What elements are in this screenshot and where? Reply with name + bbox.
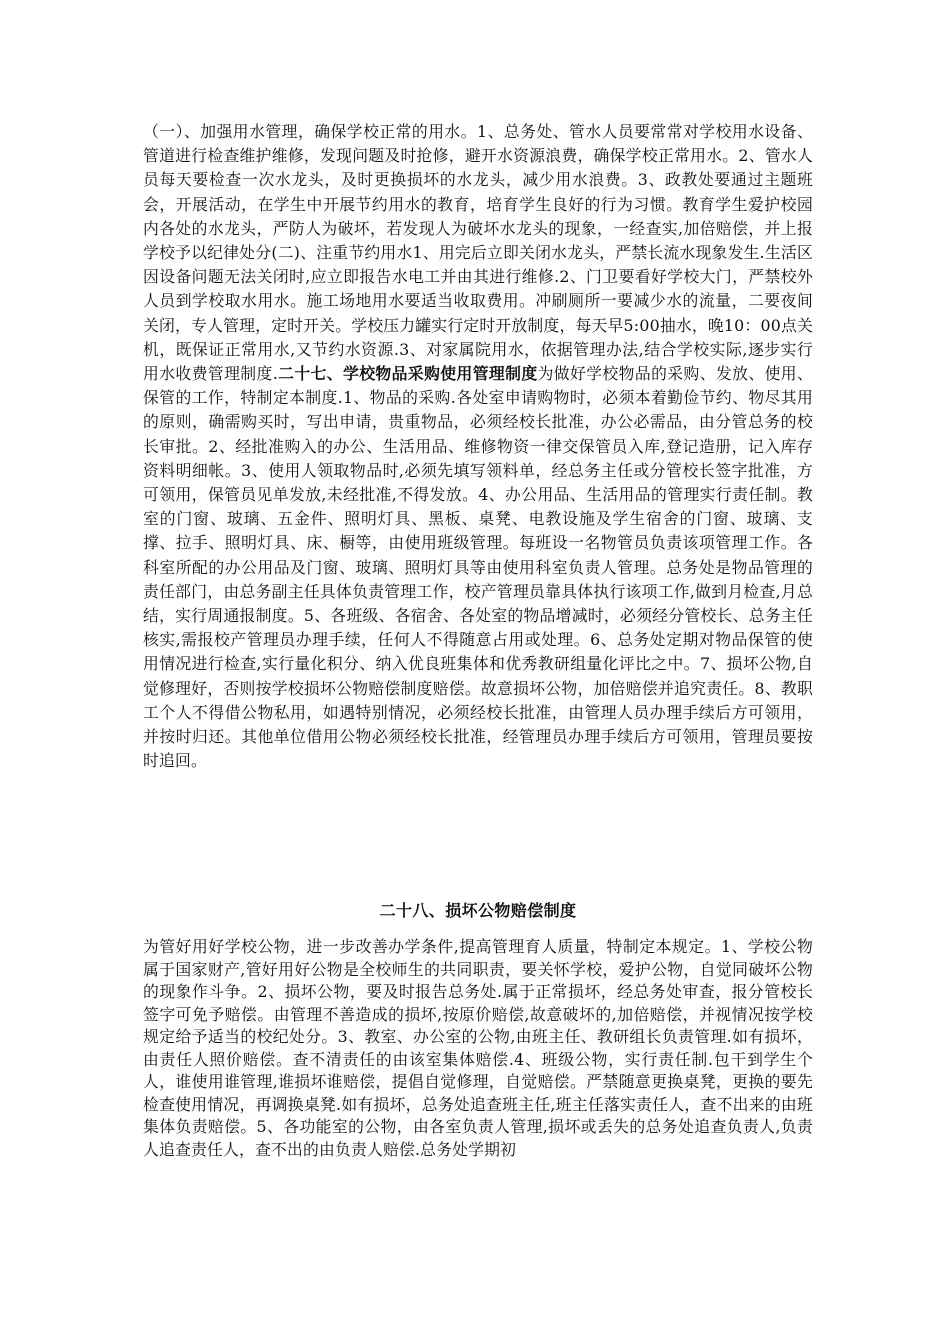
body-paragraph-damage-compensation: 为管好用好学校公物，进一步改善办学条件,提高管理育人质量，特制定本规定。1、学校公物属于国家财产,管好用好公物是全校师生的共同职责，要关怀学校，爱护公物，自觉同破坏公物的现象作斗争。2、损坏公物，要及时报告总务处.属于正常损坏，经总务处审查，报分管校长签字可免予赔偿。由管理不善造成的损坏,按原价赔偿,故意破坏的,加倍赔偿，并视情况按学校规定给予适当的校纪处分。3、教室、办公室的公物,由班主任、教研组长负责管理.如有损坏，由责任人照价赔偿。查不清责任的由该室集体赔偿.4、班级公物，实行责任制.包干到学生个人，谁使用谁管理,谁损坏谁赔偿，提倡自觉修理，自觉赔偿。严禁随意更换桌凳，更换的要先检查使用情况，再调换桌凳.如有损坏，总务处追查班主任,班主任落实责任人，查不出来的由班集体负责赔偿。5、各功能室的公物，由各室负责人管理,损坏或丢失的总务处追查负责人,负责人追查责任人，查不出的由负责人赔偿.总务处学期初 bbox=[143, 937, 813, 1159]
paragraph-text-water-management: （一）、加强用水管理，确保学校正常的用水。1、总务处、管水人员要常常对学校用水设备、管道进行检查维护维修，发现问题及时抢修，避开水资源浪费，确保学校正常用水。2、管水人员每天要检查一次水龙头，及时更换损坏的水龙头，减少用水浪费。3、政教处要通过主题班会，开展活动，在学生中开展节约用水的教育，培育学生良好的行为习惯。教育学生爱护校园内各处的水龙头，严防人为破坏，若发现人为破坏水龙头的现象，一经查实,加倍赔偿，并上报学校予以纪律处分(二)、注重节约用水1、用完后立即关闭水龙头，严禁长流水现象发生.生活区因设备问题无法关闭时,应立即报告水电工并由其进行维修.2、门卫要看好学校大门，严禁校外人员到学校取水用水。施工场地用水要适当收取费用。冲刷厕所一要减少水的流量，二要夜间关闭，专人管理，定时开关。学校压力罐实行定时开放制度，每天早5:00抽水，晚10：00点关机，既保证正常用水,又节约水资源.3、对家属院用水，依据管理办法,结合学校实际,逐步实行用水收费管理制度. bbox=[143, 122, 813, 384]
inline-section-heading-27: 二十七、学校物品采购使用管理制度 bbox=[277, 364, 538, 384]
body-paragraph-water-and-procurement bbox=[143, 120, 813, 773]
paragraph-text-procurement: 为做好学校物品的采购、发放、使用、保管的工作，特制定本制度.1、物品的采购.各处室申请购物时，必须本着勤俭节约、物尽其用的原则，确需购买时，写出申请，贵重物品，必须经校长批准，办公必需品，由分管总务的校长审批。2、经批准购入的办公、生活用品、维修物资一律交保管员入库,登记造册，记入库存资料明细帐。3、使用人领取物品时,必须先填写领料单，经总务主任或分管校长签字批准，方可领用，保管员见单发放,未经批准,不得发放。4、办公用品、生活用品的管理实行责任制。教室的门窗、玻璃、五金件、照明灯具、黑板、桌凳、电教设施及学生宿舍的门窗、玻璃、支撑、拉手、照明灯具、床、橱等，由使用班级管理。每班设一名物管员负责该项管理工作。各科室所配的办公用品及门窗、玻璃、照明灯具等由使用科室负责人管理。总务处是物品管理的责任部门，由总务副主任具体负责管理工作，校产管理员靠具体执行该项工作,做到月检查,月总结，实行周通报制度。5、各班级、各宿舍、各处室的物品增减时，必须经分管校长、总务主任核实,需报校产管理员办理手续，任何人不得随意占用或处理。6、总务处定期对物品保管的使用情况进行检查,实行量化积分、纳入优良班集体和优秀教研组量化评比之中。7、损坏公物,自觉修理好，否则按学校损坏公物赔偿制度赔偿。故意损坏公物，加倍赔偿并追究责任。8、教职工个人不得借公物私用，如遇特别情况，必须经校长批准，由管理人员办理手续后方可领用，并按时归还。其他单位借用公物必须经校长批准，经管理员办理手续后方可领用，管理员要按时追回。 bbox=[143, 364, 813, 771]
section-heading-28: 二十八、损坏公物赔偿制度 bbox=[379, 901, 577, 920]
